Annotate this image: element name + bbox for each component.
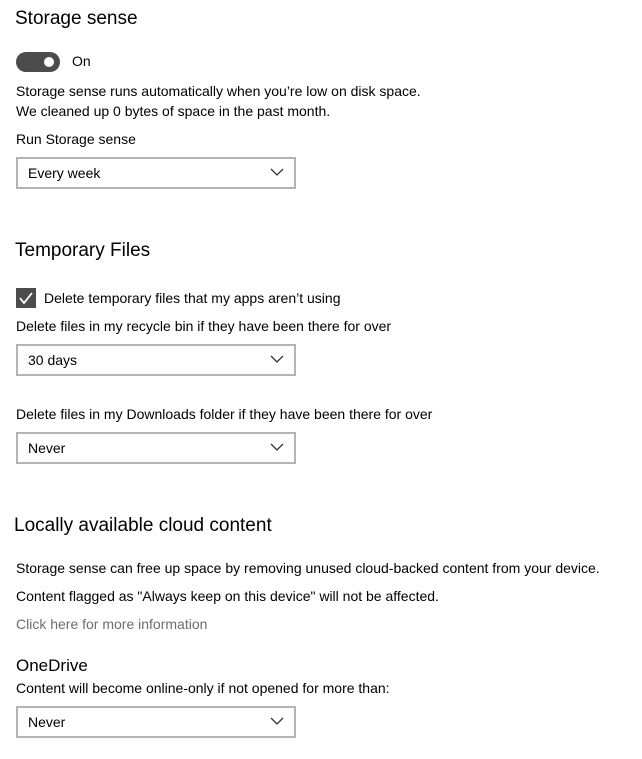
dropdown-selected-value: Never [28, 440, 66, 456]
toggle-knob [44, 57, 54, 67]
chevron-down-icon [270, 165, 284, 179]
onedrive-label: Content will become online-only if not opened for more than: [16, 680, 390, 696]
checkmark-icon [18, 290, 34, 306]
storage-sense-description-2: We cleaned up 0 bytes of space in the past month. [16, 103, 331, 119]
storage-sense-description-1: Storage sense runs automatically when you’re low on disk space. [16, 83, 421, 99]
toggle-state-label: On [72, 53, 91, 69]
cloud-content-description-1: Storage sense can free up space by removing unused cloud-backed content from your device. [16, 560, 600, 576]
dropdown-selected-value: Never [28, 714, 66, 730]
downloads-dropdown[interactable] [16, 432, 296, 464]
dropdown-selected-value: 30 days [28, 352, 78, 368]
more-info-link[interactable]: Click here for more information [16, 616, 208, 632]
chevron-down-icon [270, 352, 284, 366]
delete-temp-files-label[interactable]: Delete temporary files that my apps aren’t using [44, 290, 341, 306]
storage-sense-title: Storage sense [15, 8, 138, 29]
cloud-content-description-2: Content flagged as "Always keep on this device" will not be affected. [16, 588, 439, 604]
onedrive-title: OneDrive [16, 656, 88, 675]
temporary-files-title: Temporary Files [15, 240, 151, 261]
delete-temp-files-checkbox[interactable] [16, 288, 36, 308]
cloud-content-title: Locally available cloud content [14, 515, 272, 536]
run-storage-sense-dropdown[interactable] [16, 157, 296, 189]
downloads-label: Delete files in my Downloads folder if they have been there for over [16, 406, 433, 422]
storage-sense-toggle[interactable] [16, 52, 60, 72]
recycle-bin-label: Delete files in my recycle bin if they have been there for over [16, 318, 392, 334]
dropdown-selected-value: Every week [28, 165, 101, 181]
onedrive-dropdown[interactable] [16, 706, 296, 738]
run-storage-sense-label: Run Storage sense [16, 131, 136, 147]
recycle-bin-dropdown[interactable] [16, 344, 296, 376]
chevron-down-icon [270, 440, 284, 454]
chevron-down-icon [270, 714, 284, 728]
